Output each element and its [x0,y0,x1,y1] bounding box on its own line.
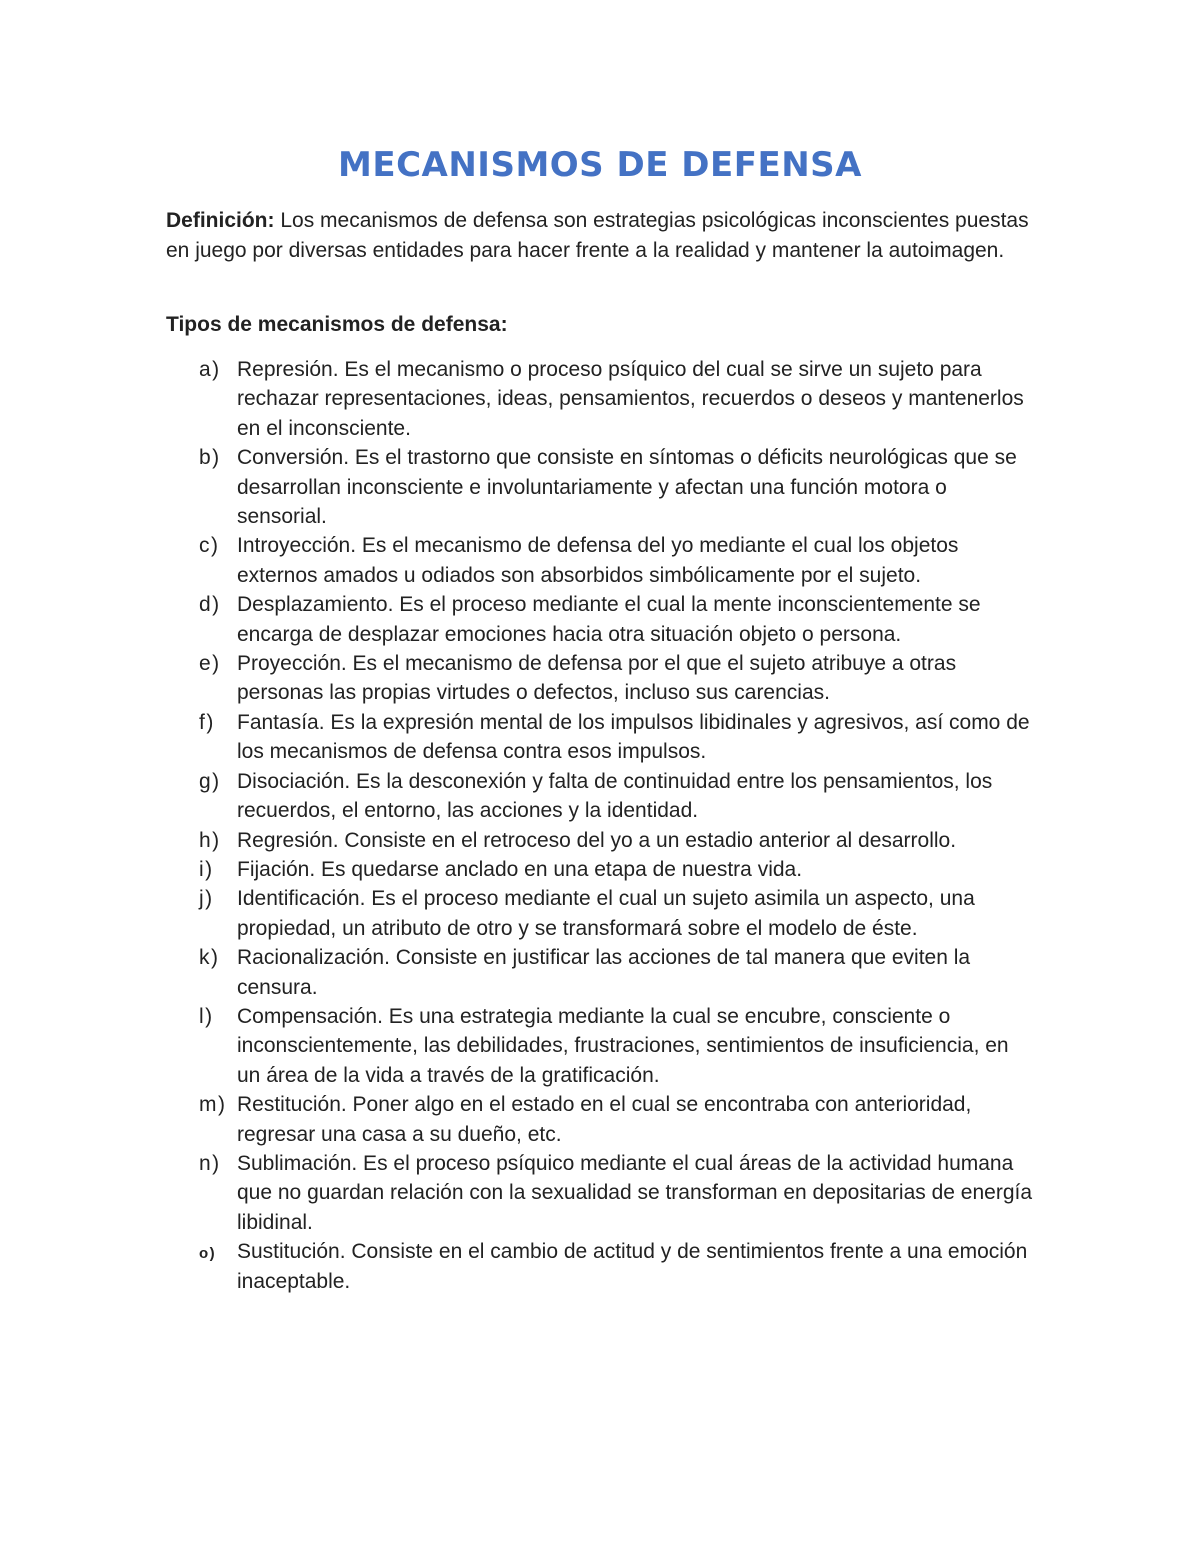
list-item-marker: f) [199,710,215,734]
list-item-text: Introyección. Es el mecanismo de defensa del yo mediante el cual los objetos externos amados u odiados son absorbidos simbólicamente por el sujeto. [237,534,959,587]
list-item-marker: a) [199,358,221,381]
list-item [0,1090,1200,1149]
list-item-marker: j) [199,887,214,911]
list-item [0,884,1200,943]
list-item [0,649,1200,708]
list-item-text: Sustitución. Consiste en el cambio de actitud y de sentimientos frente a una emoción inaceptable. [237,1240,1028,1293]
list-item-marker: e) [199,652,221,676]
list-item-marker: i) [199,857,214,881]
list-item [0,943,1200,1002]
list-item-text: Proyección. Es el mecanismo de defensa por el que el sujeto atribuye a otras personas las propias virtudes o defectos, incluso sus carencias. [237,652,957,705]
document-title: MECANISMOS DE DEFENSA [338,145,862,185]
list-item [0,708,1200,767]
list-item-text: Fantasía. Es la expresión mental de los impulsos libidinales y agresivos, así como de los mecanismos de defensa contra esos impulsos. [237,710,1030,764]
list-item [0,1237,1200,1296]
list-item-text: Desplazamiento. Es el proceso mediante el cual la mente inconscientemente se encarga de desplazar emociones hacia otra situación objeto o persona. [237,593,981,646]
definition-label: Definición: [166,209,275,232]
list-item-text: Represión. Es el mecanismo o proceso psíquico del cual se sirve un sujeto para rechazar representaciones, ideas, pensamientos, recuerdos o deseos y mantenerlos en el inconsciente. [237,358,1024,440]
list-item-text: Disociación. Es la desconexión y falta de continuidad entre los pensamientos, los recuerdos, el entorno, las acciones y la identidad. [237,769,993,823]
list-item-marker: b) [199,446,221,470]
list-item-marker: c) [199,534,220,558]
list-item-marker: m) [199,1093,227,1117]
list-item [0,767,1200,826]
list-item-marker: k) [199,946,220,970]
list-item-text: Identificación. Es el proceso mediante el cual un sujeto asimila un aspecto, una propiedad, un atributo de otro y se transformará sobre el modelo de éste. [237,887,975,940]
list-item-text: Conversión. Es el trastorno que consiste en síntomas o déficits neurológicas que se desarrollan inconsciente e involuntariamente y afectan una función motora o sensorial. [237,446,1017,529]
list-item-text: Restitución. Poner algo en el estado en el cual se encontraba con anterioridad, regresar una casa a su dueño, etc. [237,1093,972,1146]
list-item-marker: h) [199,828,221,852]
list-item-marker: n) [199,1151,221,1175]
types-heading: Tipos de mecanismos de defensa: [166,313,508,336]
list-item-text: Sublimación. Es el proceso psíquico mediante el cual áreas de la actividad humana que no guardan relación con la sexualidad se transforman en depositarias de energía libidinal. [237,1151,1033,1234]
list-item [0,531,1200,590]
list-item [0,1149,1200,1237]
list-item-text: Racionalización. Consiste en justificar las acciones de tal manera que eviten la censura. [237,946,971,999]
list-item-text: Fijación. Es quedarse anclado en una etapa de nuestra vida. [237,857,803,881]
list-item-text: Compensación. Es una estrategia mediante la cual se encubre, consciente o inconscientemente, las debilidades, frustraciones, sentimientos de insuficiencia, en un área de la vida a través de la gratificación. [237,1004,1009,1087]
list-item-marker: l) [199,1004,214,1028]
list-item-marker: g) [199,769,221,793]
list-item-marker: d) [199,593,221,617]
definition-paragraph [166,206,1046,266]
list-item-marker: o) [199,1245,217,1263]
list-item-text: Regresión. Consiste en el retroceso del yo a un estadio anterior al desarrollo. [237,828,957,852]
list-item [0,1002,1200,1090]
defense-mechanism-list [0,355,1200,1296]
list-item [0,826,1200,855]
list-item [0,443,1200,531]
list-item [0,590,1200,649]
definition-text: Los mecanismos de defensa son estrategias psicológicas inconscientes puestas en juego por diversas entidades para hacer frente a la realidad y mantener la autoimagen. [166,209,1029,262]
list-item [0,855,1200,884]
list-item [0,355,1200,443]
